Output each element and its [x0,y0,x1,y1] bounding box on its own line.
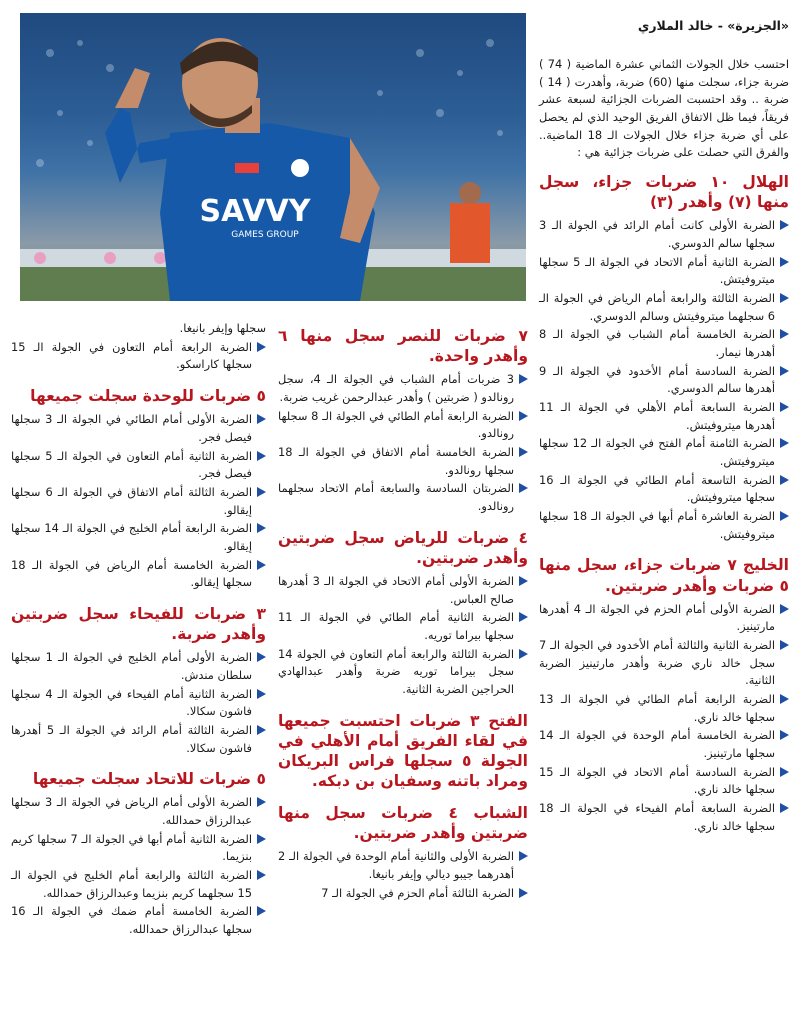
list-item-text: الضربة السابعة أمام الأهلي في الجولة الـ 11 أهدرها ميتروفيتش. [539,400,775,432]
list-item [278,408,528,443]
bullet-arrow-icon [780,475,789,485]
list-item-text: الضربة الأولى أمام الطائي في الجولة الـ 3 سجلها فيصل فجر. [11,412,252,444]
bullet-arrow-icon [780,511,789,521]
team-section-heading: الشباب ٤ ضربات سجل منها ضربتين وأهدر ضربتين. [278,804,528,843]
bullet-arrow-icon [780,220,789,230]
bullet-arrow-icon [780,694,789,704]
list-item [539,691,789,726]
bullet-arrow-icon [780,329,789,339]
bullet-arrow-icon [257,870,266,880]
list-item-text: الضربة الثالثة أمام الاتفاق في الجولة الـ 6 سجلها إيقالو. [11,484,253,517]
list-item-text: الضربة الأولى أمام الرياض في الجولة الـ 3 سجلها عبدالرزاق حمدالله. [11,795,253,827]
byline: «الجزيرة» - خالد الملاري [637,18,789,33]
list-item [11,722,266,757]
bullet-arrow-icon [780,604,789,614]
list-item [11,649,266,684]
list-item [539,508,789,543]
list-item-text: الضربة الخامسة أمام ضمك في الجولة الـ 16 سجلها عبدالرزاق حمدالله. [11,904,252,937]
bullet-arrow-icon [780,438,789,448]
list-item-text: الضربة الرابعة أمام الطائي في الجولة الـ 8 سجلها رونالدو. [278,408,515,441]
bullet-arrow-icon [519,411,528,421]
list-item [278,885,528,903]
list-item-text: الضربة الخامسة أمام الاتفاق في الجولة الـ 18 سجلها رونالدو. [278,444,514,477]
list-item-text: الضربة العاشرة أمام أبها في الجولة الـ 18 سجلها ميتروفيتش. [539,509,775,541]
intro-paragraph: احتسب خلال الجولات الثماني عشرة الماضية ( 74 ) ضربة جزاء، سجلت منها (60) ضربة، وأهدرت ( 14 ) ضربة .. وقد احتسبت الضربات الجزائية لسبعة عشر فريقاً، فيما ظل الاتفاق الفريق الوحيد الذي لم يحصل على أي ضربة جزاء خلال الجولات الـ 18 الماضية.. والفرق التي حصلت على ضربات جزائية هي : [539,57,789,160]
list-item [11,339,266,374]
list-item-text: الضربة الخامسة أمام الرياض في الجولة الـ 18 سجلها إيقالو. [11,557,252,590]
list-item [278,444,528,479]
team-section-heading: ٥ ضربات للاتحاد سجلت جميعها [32,770,266,789]
bullet-arrow-icon [780,293,789,303]
list-item [278,480,528,515]
list-item-text: الضربة الأولى كانت أمام الرائد في الجولة الـ 3 سجلها سالم الدوسري. [539,218,775,250]
bullet-arrow-icon [257,906,266,916]
list-item-text: الضربة الثانية أمام الطائي في الجولة الـ 11 سجلها بيراما توريه. [278,610,514,642]
list-item-text: الضربة الثالثة والرابعة أمام الرياض في الجولة الـ 6 سجلهما ميتروفيتش وسالم الدوسري. [539,291,775,323]
list-item [539,290,789,325]
team-section-heading: ٧ ضربات للنصر سجل منها ٦ وأهدر واحدة. [278,327,528,366]
team-section-heading: ٣ ضربات للفيحاء سجل ضربتين وأهدر ضربة. [11,604,266,644]
list-item-text: الضربة السادسة أمام الاتحاد في الجولة الـ 15 سجلها خالد ناري. [539,764,775,797]
list-item-text: الضربة الخامسة أمام الشباب في الجولة الـ 8 أهدرها نيمار. [539,327,775,360]
list-item [539,217,789,252]
list-item [11,867,266,902]
bullet-arrow-icon [257,689,266,699]
team-section-heading: ٤ ضربات للرياض سجل ضربتين وأهدر ضربتين. [278,528,528,567]
bullet-arrow-icon [257,560,266,570]
bullet-arrow-icon [257,523,266,533]
list-item [539,399,789,434]
bullet-arrow-icon [519,576,528,586]
column-middle [278,320,528,904]
bullet-arrow-icon [780,803,789,813]
list-item-text: 3 ضربات أمام الشباب في الجولة الـ 4، سجل رونالدو ( ضربتين ) وأهدر عبدالرحمن غريب ضربة. [278,372,514,404]
list-item [278,848,528,883]
sponsor-text: SAVVY [199,194,311,229]
bullet-arrow-icon [519,649,528,659]
list-item-text: الضربة الثالثة أمام الرائد في الجولة الـ 5 أهدرها فاشون سكالا. [11,722,252,755]
list-item-text: الضربة السادسة أمام الأخدود في الجولة الـ 9 أهدرها سالم الدوسري. [539,363,775,396]
list-item-text: الضربتان السادسة والسابعة أمام الاتحاد سجلهما رونالدو. [278,481,514,513]
team-section-heading: الخليج ٧ ضربات جزاء، سجل منها ٥ ضربات وأهدر ضربتين. [539,556,789,595]
bullet-arrow-icon [257,797,266,807]
list-item-text: الضربة الأولى والثانية أمام الوحدة في الجولة الـ 2 أهدرهما جيبو ديالي وإيفر بانيغا. [278,849,514,882]
list-item [11,794,266,829]
list-item [539,363,789,398]
list-item-text: الضربة الخامسة أمام الوحدة في الجولة الـ 14 سجلها مارتينيز. [539,728,775,761]
list-item-text: الضربة الثالثة والرابعة أمام الخليج في الجولة الـ 15 سجلهما كريم بنزيما وعبدالرزاق حمدالله. [11,868,252,900]
list-item-text: الضربة الرابعة أمام التعاون في الجولة الـ 15 سجلها كاراسكو. [11,339,252,372]
list-item [11,831,266,866]
bullet-arrow-icon [257,414,266,424]
list-item-text: الضربة الأولى أمام الحزم في الجولة الـ 4 أهدرها مارتينيز. [539,601,775,634]
team-section-heading: ٥ ضربات للوحدة سجلت جميعها [30,387,266,406]
list-item-text: الضربة الثانية أمام الفيحاء في الجولة الـ 4 سجلها فاشون سكالا. [11,686,252,719]
bullet-arrow-icon [519,374,528,384]
list-item-text: الضربة الثالثة والرابعة أمام التعاون في الجولة 14 سجل بيراما توريه ضربة وأهدر عبدالهادي الحراجين الضربة الثانية. [278,646,514,696]
list-item [11,484,266,519]
bullet-arrow-icon [780,767,789,777]
list-item [278,371,528,406]
player-illustration [20,13,526,301]
bullet-arrow-icon [780,257,789,267]
bullet-arrow-icon [257,451,266,461]
list-item-text: الضربة الرابعة أمام الخليج في الجولة الـ 14 سجلها إيقالو. [11,521,252,553]
bullet-arrow-icon [519,483,528,493]
list-item [11,903,266,938]
list-item [539,764,789,799]
bullet-arrow-icon [257,342,266,352]
column-right [539,56,789,836]
list-item [539,254,789,289]
list-item-text: الضربة الثانية أمام الاتحاد في الجولة الـ 5 سجلها ميتروفيتش. [539,254,775,287]
bullet-arrow-icon [257,652,266,662]
bullet-arrow-icon [519,447,528,457]
list-item-text: الضربة الثالثة أمام الحزم في الجولة الـ 7 [321,885,514,900]
list-item [539,326,789,361]
bullet-arrow-icon [257,834,266,844]
bullet-arrow-icon [780,402,789,412]
list-item [278,609,528,644]
list-item [11,557,266,592]
team-section-heading: الفتح ٣ ضربات احتسبت جميعها في لقاء الفريق أمام الأهلي في الجولة ٥ سجلها فراس البريكان ومراد باتنه وسفيان بن دبكه. [278,711,528,791]
list-item-text: الضربة الثانية والثالثة أمام الأخدود في الجولة الـ 7 سجل خالد ناري ضربة وأهدر مارتينيز الضربة الثانية. [539,638,775,688]
bullet-arrow-icon [780,730,789,740]
list-item [539,472,789,507]
continuation-text: سجلها وإيفر بانيغا. [179,321,266,335]
list-item-text: الضربة الثانية أمام أبها في الجولة الـ 7 سجلها كريم بنزيما. [11,831,252,864]
bullet-arrow-icon [519,851,528,861]
list-item [539,637,789,690]
list-item [278,573,528,608]
bullet-arrow-icon [519,888,528,898]
list-item-text: الضربة الثانية أمام التعاون في الجولة الـ 5 سجلها فيصل فجر. [11,448,252,481]
list-item [539,727,789,762]
article-photo [20,13,526,301]
bullet-arrow-icon [257,487,266,497]
sponsor-subtext: GAMES GROUP [231,230,299,240]
list-item-text: الضربة السابعة أمام الفيحاء في الجولة الـ 18 سجلها خالد ناري. [539,801,775,833]
bullet-arrow-icon [780,640,789,650]
list-item-text: الضربة التاسعة أمام الطائي في الجولة الـ 16 سجلها ميتروفيتش. [539,472,775,505]
list-item [539,435,789,470]
list-item [11,520,266,555]
list-item [278,646,528,699]
team-section-heading: الهلال ١٠ ضربات جزاء، سجل منها (٧) وأهدر (٣) [539,173,789,212]
bullet-arrow-icon [257,725,266,735]
bullet-arrow-icon [519,612,528,622]
list-item-text: الضربة الأولى أمام الخليج في الجولة الـ 1 سجلها سلطان مندش. [11,650,252,682]
list-item [539,800,789,835]
list-item [539,601,789,636]
bullet-arrow-icon [780,366,789,376]
list-item-text: الضربة الأولى أمام الاتحاد في الجولة الـ 3 أهدرها صالح العباس. [278,573,514,606]
list-item [11,448,266,483]
column-left [11,320,266,940]
list-item [11,686,266,721]
list-item-text: الضربة الثامنة أمام الفتح في الجولة الـ 12 سجلها ميتروفيتش. [539,436,775,469]
list-item-text: الضربة الرابعة أمام الطائي في الجولة الـ 13 سجلها خالد ناري. [539,692,775,724]
list-item [11,411,266,446]
